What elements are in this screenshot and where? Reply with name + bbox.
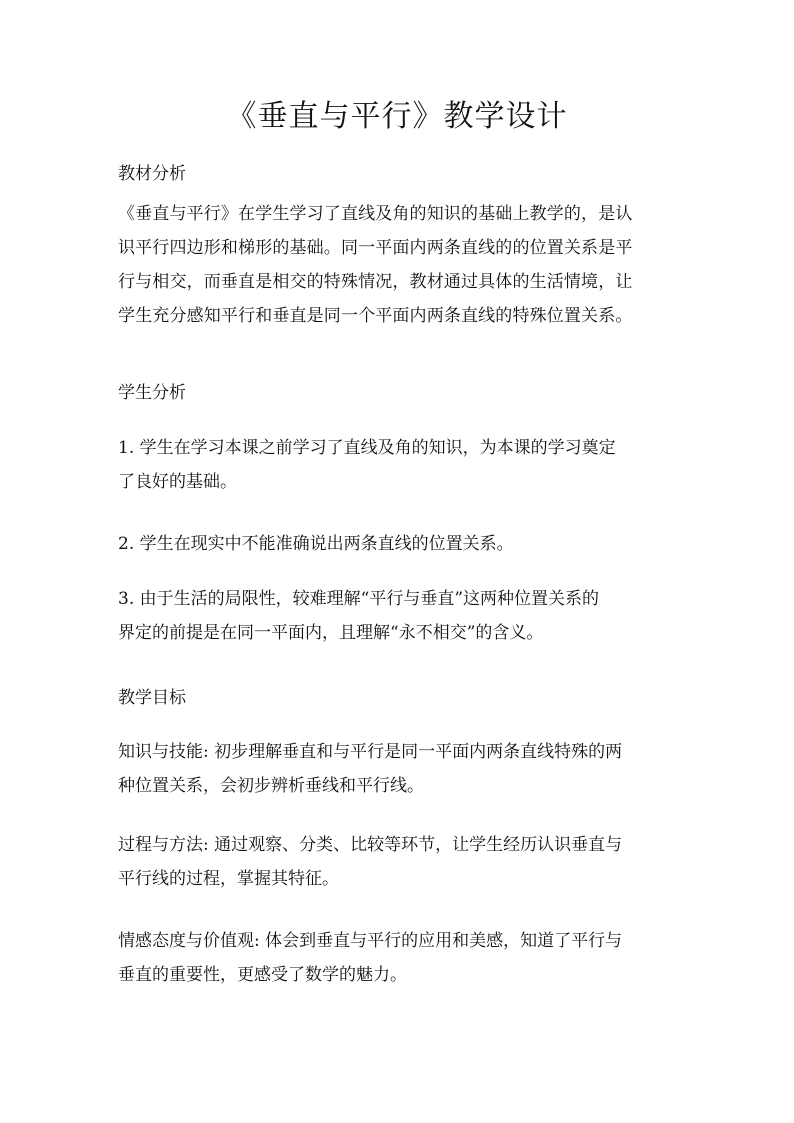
student-item-1: [118, 431, 678, 499]
paragraph-line: 行与相交，而垂直是相交的特殊情况，教材通过具体的生活情境，让: [118, 272, 633, 292]
paragraph-line: 垂直的重要性，更感受了数学的魅力。: [118, 965, 407, 985]
document-title: 《垂直与平行》教学设计: [226, 99, 568, 134]
paragraph-line: 识平行四边形和梯形的基础。同一平面内两条直线的的位置关系是平: [118, 238, 633, 258]
section-heading-goals: 教学目标: [118, 688, 186, 708]
goal-process-method: [118, 828, 678, 896]
goal-attitude-values: [118, 924, 678, 992]
paragraph-line: 2. 学生在现实中不能准确说出两条直线的位置关系。: [118, 534, 514, 554]
section-heading-material: 教材分析: [118, 164, 186, 184]
goal-knowledge-skills: [118, 735, 678, 803]
paragraph-line: 种位置关系，会初步辨析垂线和平行线。: [118, 776, 424, 796]
paragraph-line: 平行线的过程，掌握其特征。: [118, 869, 339, 889]
paragraph-line: 《垂直与平行》在学生学习了直线及角的知识的基础上教学的，是认: [118, 204, 633, 224]
paragraph-material: [118, 197, 678, 333]
student-item-3: [118, 582, 678, 650]
paragraph-line: 知识与技能: 初步理解垂直和与平行是同一平面内两条直线特殊的两: [118, 742, 623, 762]
section-heading-students: 学生分析: [118, 383, 186, 403]
student-item-2: [118, 527, 678, 561]
paragraph-line: 界定的前提是在同一平面内，且理解“永不相交”的含义。: [118, 623, 544, 643]
paragraph-line: 了良好的基础。: [118, 472, 237, 492]
paragraph-line: 学生充分感知平行和垂直是同一个平面内两条直线的特殊位置关系。: [118, 306, 633, 326]
paragraph-line: 情感态度与价值观: 体会到垂直与平行的应用和美感，知道了平行与: [118, 931, 623, 951]
paragraph-line: 过程与方法: 通过观察、分类、比较等环节，让学生经历认识垂直与: [118, 835, 623, 855]
paragraph-line: 3. 由于生活的局限性，较难理解“平行与垂直”这两种位置关系的: [118, 589, 600, 609]
paragraph-line: 1. 学生在学习本课之前学习了直线及角的知识，为本课的学习奠定: [118, 438, 616, 458]
